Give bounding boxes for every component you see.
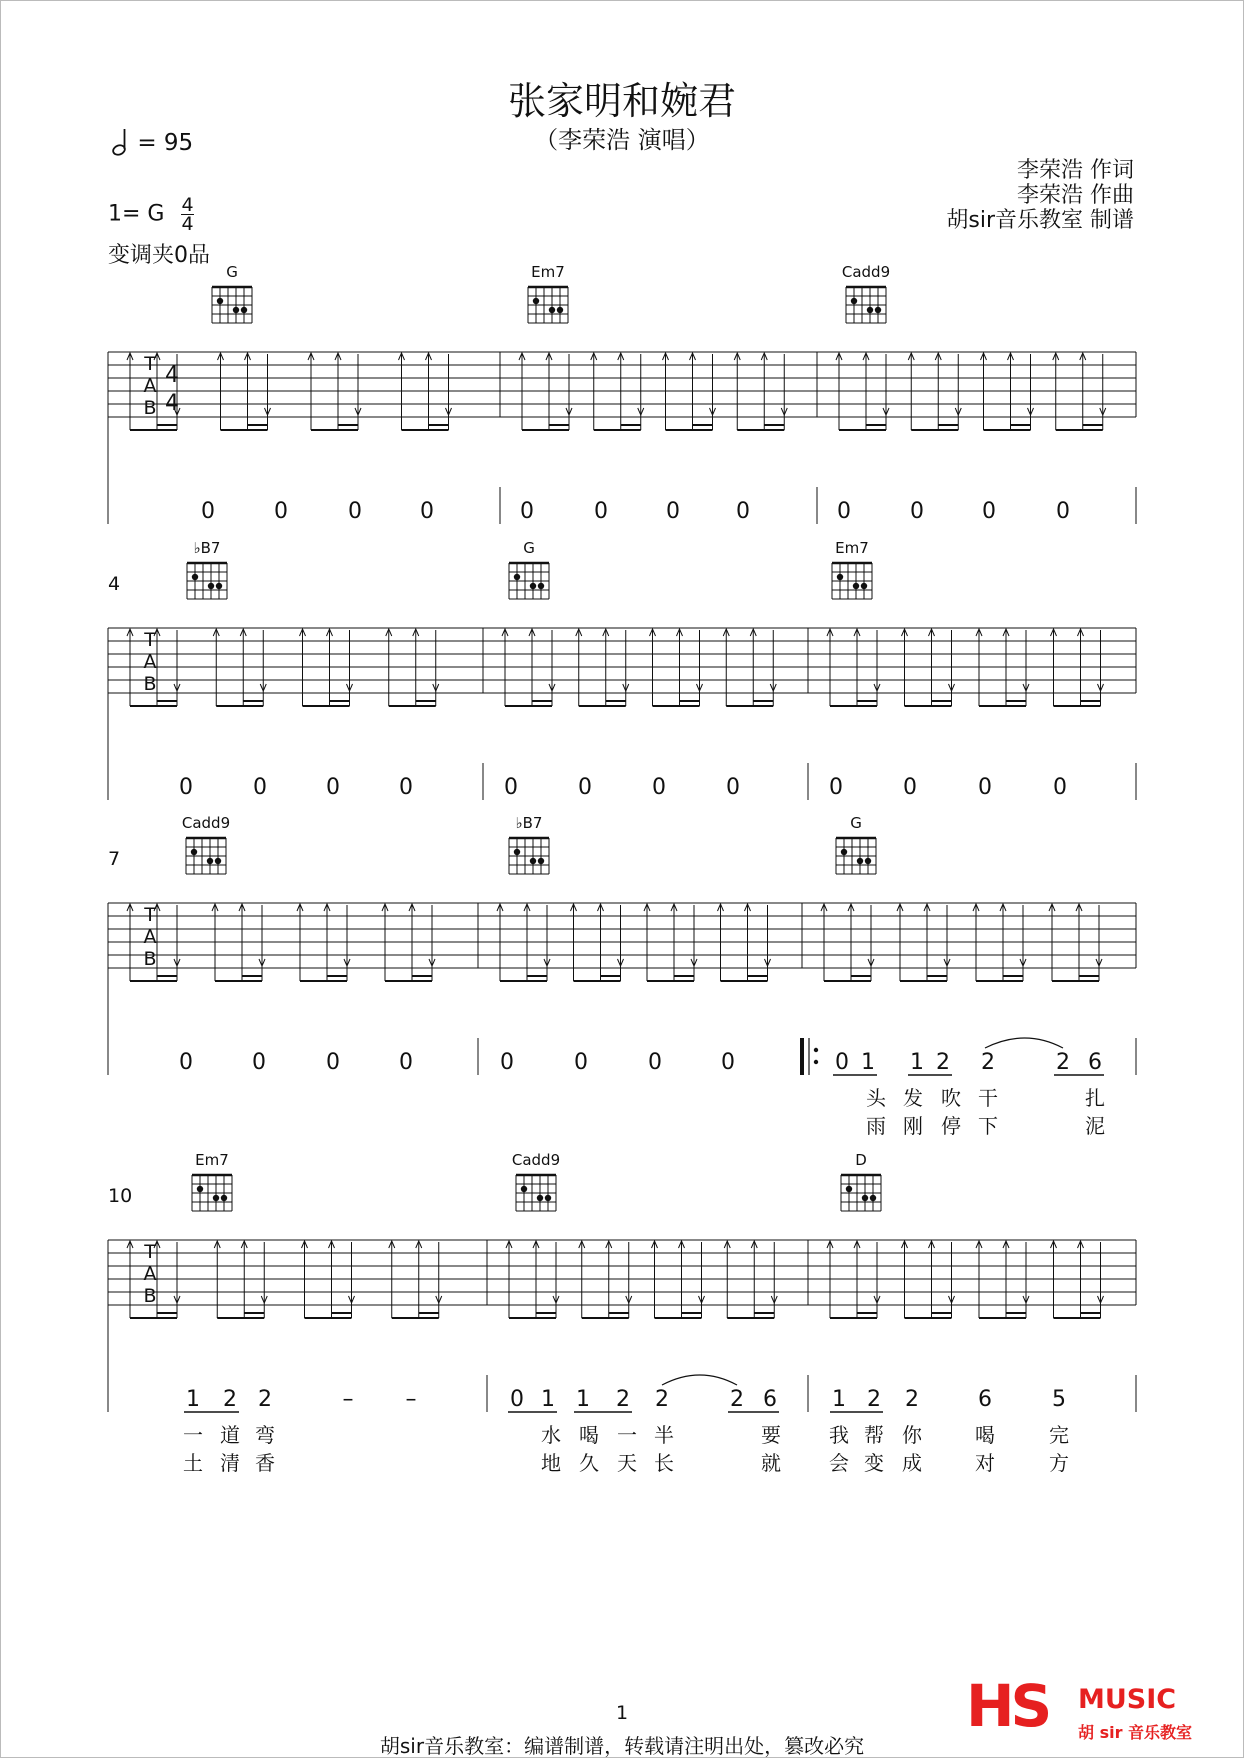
chord-dot <box>846 1186 852 1192</box>
chord-dot <box>191 849 197 855</box>
jianpu-note: 0 <box>829 775 843 800</box>
jianpu-note: 1 <box>541 1387 555 1412</box>
page-number: 1 <box>615 1702 629 1724</box>
jianpu-note: 0 <box>648 1050 662 1075</box>
jianpu-note: 1 <box>861 1050 875 1075</box>
lyric-verse1: 发 <box>903 1086 923 1110</box>
lyric-verse1: 干 <box>978 1086 998 1110</box>
chord-diagram <box>836 814 876 874</box>
chord-diagram <box>842 263 890 323</box>
jianpu-note: 0 <box>510 1387 524 1412</box>
jianpu-note: 0 <box>721 1050 735 1075</box>
lyric-verse1: 弯 <box>255 1423 275 1447</box>
jianpu-note: 0 <box>837 499 851 524</box>
chord-dot <box>545 1195 551 1201</box>
chord-dot <box>875 307 881 313</box>
lyric-verse2: 会 <box>829 1451 849 1475</box>
chord-dot <box>862 1195 868 1201</box>
chord-name: G <box>226 263 238 281</box>
time-signature-top: 4 <box>181 194 194 216</box>
tab-clef-letter: B <box>143 397 157 419</box>
chord-name: ♭B7 <box>515 814 543 832</box>
tab-time-bottom: 4 <box>165 391 179 416</box>
jianpu-note: 0 <box>835 1050 849 1075</box>
tab-clef-letter: T <box>144 904 156 926</box>
tab-clef-letter: T <box>144 353 156 375</box>
jianpu-note: 2 <box>730 1387 744 1412</box>
jianpu-note: 0 <box>252 1050 266 1075</box>
jianpu-note: 0 <box>594 499 608 524</box>
lyric-verse1: 要 <box>761 1423 781 1447</box>
chord-dot <box>538 858 544 864</box>
lyric-verse2: 清 <box>220 1451 240 1475</box>
lyric-verse1: 水 <box>541 1423 561 1447</box>
chord-dot <box>533 298 539 304</box>
chord-dot <box>241 307 247 313</box>
chord-name: G <box>850 814 862 832</box>
jianpu-note: 0 <box>910 499 924 524</box>
chord-dot <box>197 1186 203 1192</box>
chord-dot <box>216 583 222 589</box>
chord-name: ♭B7 <box>193 539 221 557</box>
jianpu-note: 1 <box>910 1050 924 1075</box>
credit-arranger: 胡sir音乐教室 制谱 <box>946 208 1134 233</box>
chord-diagram <box>841 1151 881 1211</box>
jianpu-note: 0 <box>903 775 917 800</box>
jianpu-note: – <box>342 1387 354 1412</box>
jianpu-note: 0 <box>420 499 434 524</box>
jianpu-note: 0 <box>326 1050 340 1075</box>
lyric-verse2: 刚 <box>903 1114 923 1138</box>
jianpu-note: 0 <box>179 775 193 800</box>
lyric-verse2: 雨 <box>866 1114 886 1138</box>
chord-diagram <box>832 539 872 599</box>
key-label: 1= G <box>108 201 165 227</box>
time-signature-bottom: 4 <box>181 213 194 235</box>
chord-dot <box>538 583 544 589</box>
tie-arc <box>985 1038 1063 1048</box>
tab-time-top: 4 <box>165 363 179 388</box>
chord-name: G <box>523 539 535 557</box>
repeat-dot <box>814 1060 818 1064</box>
credit-music: 李荣浩 作曲 <box>1017 183 1134 208</box>
tab-clef-letter: B <box>143 1285 157 1307</box>
lyric-verse1: 道 <box>220 1423 240 1447</box>
lyric-verse2: 香 <box>255 1451 275 1475</box>
chord-name: Cadd9 <box>841 263 891 281</box>
capo-note: 变调夹0品 <box>108 243 210 268</box>
logo-subtitle: 胡 sir 音乐教室 <box>1078 1723 1193 1742</box>
chord-dot <box>207 858 213 864</box>
lyric-verse2: 久 <box>579 1451 599 1475</box>
chord-name: Em7 <box>835 539 869 557</box>
jianpu-note: 0 <box>348 499 362 524</box>
lyric-verse2: 天 <box>617 1451 637 1475</box>
tab-clef-letter: B <box>143 948 157 970</box>
jianpu-note: 0 <box>736 499 750 524</box>
tab-clef-letter: A <box>143 375 157 397</box>
chord-diagram <box>509 539 549 599</box>
lyric-verse1: 半 <box>654 1423 674 1447</box>
tab-clef-letter: A <box>143 926 157 948</box>
lyric-verse2: 泥 <box>1085 1114 1105 1138</box>
tab-clef-letter: T <box>144 629 156 651</box>
jianpu-note: 0 <box>578 775 592 800</box>
jianpu-note: 2 <box>616 1387 630 1412</box>
chord-dot <box>867 307 873 313</box>
jianpu-note: 0 <box>726 775 740 800</box>
jianpu-note: 1 <box>576 1387 590 1412</box>
song-subtitle: （李荣浩 演唱） <box>534 126 710 154</box>
jianpu-note: 2 <box>867 1387 881 1412</box>
chord-diagram <box>187 539 227 599</box>
jianpu-note: 0 <box>179 1050 193 1075</box>
logo-music: MUSIC <box>1078 1684 1177 1715</box>
jianpu-note: 1 <box>186 1387 200 1412</box>
jianpu-note: 6 <box>763 1387 777 1412</box>
chord-diagram <box>182 814 230 874</box>
chord-dot <box>853 583 859 589</box>
tab-clef-letter: T <box>144 1241 156 1263</box>
chord-dot <box>870 1195 876 1201</box>
chord-dot <box>530 583 536 589</box>
lyric-verse1: 头 <box>866 1086 886 1110</box>
jianpu-note: 0 <box>520 499 534 524</box>
logo-hs: HS <box>966 1672 1049 1740</box>
lyric-verse1: 完 <box>1049 1423 1069 1447</box>
system-2 <box>108 539 1136 800</box>
jianpu-note: 0 <box>666 499 680 524</box>
jianpu-note: 1 <box>832 1387 846 1412</box>
chord-dot <box>217 298 223 304</box>
credit-lyrics: 李荣浩 作词 <box>1017 158 1134 183</box>
lyric-verse1: 我 <box>829 1423 849 1447</box>
copyright-notice: 胡sir音乐教室：编谱制谱，转载请注明出处，篡改必究 <box>379 1734 865 1758</box>
song-title: 张家明和婉君 <box>507 79 736 123</box>
jianpu-note: 0 <box>652 775 666 800</box>
jianpu-note: 0 <box>500 1050 514 1075</box>
jianpu-note: 0 <box>253 775 267 800</box>
lyric-verse1: 一 <box>183 1423 203 1447</box>
chord-dot <box>841 849 847 855</box>
jianpu-note: 6 <box>978 1387 992 1412</box>
system-3 <box>108 814 1136 1138</box>
jianpu-note: 2 <box>223 1387 237 1412</box>
chord-dot <box>215 858 221 864</box>
repeat-dot <box>814 1048 818 1052</box>
lyric-verse1: 喝 <box>975 1423 995 1447</box>
chord-diagram <box>528 263 568 323</box>
jianpu-note: – <box>405 1387 417 1412</box>
chord-dot <box>851 298 857 304</box>
jianpu-note: 6 <box>1088 1050 1102 1075</box>
lyric-verse2: 变 <box>864 1451 884 1475</box>
jianpu-note: 0 <box>1056 499 1070 524</box>
lyric-verse1: 帮 <box>864 1423 884 1447</box>
lyric-verse1: 一 <box>617 1423 637 1447</box>
chord-diagram <box>212 263 252 323</box>
chord-diagram <box>509 814 549 874</box>
lyric-verse2: 成 <box>902 1451 922 1475</box>
tab-clef-letter: A <box>143 651 157 673</box>
lyric-verse2: 长 <box>654 1451 674 1475</box>
measure-number: 7 <box>108 848 121 870</box>
chord-dot <box>537 1195 543 1201</box>
chord-dot <box>208 583 214 589</box>
jianpu-note: 5 <box>1052 1387 1066 1412</box>
jianpu-note: 2 <box>655 1387 669 1412</box>
jianpu-note: 2 <box>981 1050 995 1075</box>
tie-arc <box>662 1375 737 1385</box>
chord-name: Em7 <box>195 1151 229 1169</box>
tab-clef-letter: A <box>143 1263 157 1285</box>
lyric-verse2: 方 <box>1049 1451 1069 1475</box>
chord-name: D <box>855 1151 867 1169</box>
jianpu-note: 0 <box>574 1050 588 1075</box>
jianpu-note: 0 <box>399 1050 413 1075</box>
lyric-verse2: 停 <box>941 1114 961 1138</box>
chord-dot <box>192 574 198 580</box>
lyric-verse1: 喝 <box>579 1423 599 1447</box>
chord-dot <box>861 583 867 589</box>
chord-name: Cadd9 <box>181 814 231 832</box>
chord-dot <box>233 307 239 313</box>
lyric-verse2: 对 <box>975 1451 995 1475</box>
chord-diagram <box>512 1151 560 1211</box>
jianpu-note: 0 <box>1053 775 1067 800</box>
jianpu-note: 2 <box>936 1050 950 1075</box>
chord-dot <box>837 574 843 580</box>
lyric-verse1: 吹 <box>941 1086 961 1110</box>
jianpu-note: 2 <box>1056 1050 1070 1075</box>
lyric-verse1: 你 <box>902 1423 922 1447</box>
lyric-verse1: 扎 <box>1085 1086 1105 1110</box>
chord-dot <box>865 858 871 864</box>
chord-name: Em7 <box>531 263 565 281</box>
chord-dot <box>514 849 520 855</box>
chord-diagram <box>192 1151 232 1211</box>
chord-dot <box>514 574 520 580</box>
jianpu-note: 2 <box>905 1387 919 1412</box>
jianpu-note: 2 <box>258 1387 272 1412</box>
measure-number: 4 <box>108 573 121 595</box>
lyric-verse2: 就 <box>761 1451 781 1475</box>
system-1 <box>108 263 1136 524</box>
jianpu-note: 0 <box>326 775 340 800</box>
jianpu-note: 0 <box>399 775 413 800</box>
measure-number: 10 <box>108 1185 133 1207</box>
jianpu-note: 0 <box>978 775 992 800</box>
chord-dot <box>213 1195 219 1201</box>
chord-dot <box>549 307 555 313</box>
chord-dot <box>530 858 536 864</box>
tab-clef-letter: B <box>143 673 157 695</box>
lyric-verse2: 土 <box>183 1451 203 1475</box>
jianpu-note: 0 <box>201 499 215 524</box>
jianpu-note: 0 <box>982 499 996 524</box>
chord-dot <box>521 1186 527 1192</box>
chord-dot <box>221 1195 227 1201</box>
chord-dot <box>857 858 863 864</box>
lyric-verse2: 地 <box>541 1451 561 1475</box>
tempo-value: = 95 <box>137 130 194 156</box>
jianpu-note: 0 <box>274 499 288 524</box>
chord-name: Cadd9 <box>511 1151 561 1169</box>
chord-dot <box>557 307 563 313</box>
lyric-verse2: 下 <box>978 1114 998 1138</box>
system-4 <box>108 1151 1136 1475</box>
jianpu-note: 0 <box>504 775 518 800</box>
